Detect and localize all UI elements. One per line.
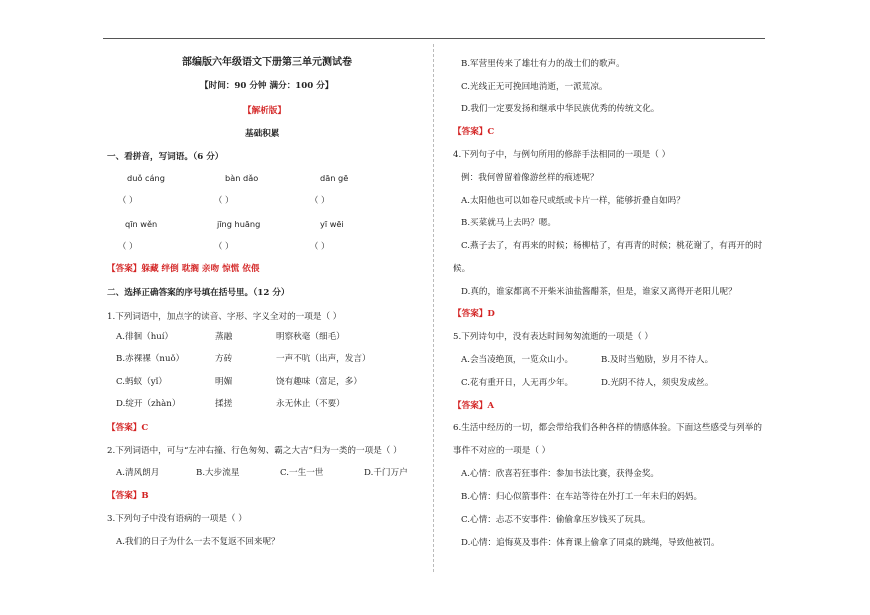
s3-answer: 【答案】C xyxy=(453,127,495,137)
s1-a-col3: 明察秋毫（细毛） xyxy=(276,332,345,342)
s2-option-c: C.一生一世 xyxy=(280,468,324,478)
s4-option-a: A.太阳他也可以如卷尺或纸或卡片一样，能够折叠自如吗？ xyxy=(461,196,685,206)
pinyin-4: qīn wěn xyxy=(125,219,158,229)
blank-2: （ ） xyxy=(214,195,234,205)
s4-option-b: B.买菜就马上去吗？嗯。 xyxy=(461,218,556,228)
s4-answer: 【答案】D xyxy=(453,309,495,319)
pinyin-6: yī wēi xyxy=(320,219,344,229)
blank-4: （ ） xyxy=(118,241,138,251)
s2-answer: 【答案】B xyxy=(107,491,149,501)
s3-option-c: C.光线正无可挽回地消逝，一派荒凉。 xyxy=(461,82,608,92)
s4-example: 例：我何曾留着像游丝样的痕迹呢？ xyxy=(461,173,599,183)
s3-option-d: D.我们一定要发扬和继承中华民族优秀的传统文化。 xyxy=(461,104,660,114)
s3-stem: 3.下列句子中没有语病的一项是（ ） xyxy=(107,514,247,524)
s3-option-a: A.我们的日子为什么一去不复返不回来呢？ xyxy=(116,537,280,547)
section-title: 基础积累 xyxy=(245,129,280,139)
exam-meta: 【时间：90 分钟 满分：100 分】 xyxy=(200,81,334,91)
s1-d-col1: D.绽开（zhàn） xyxy=(116,399,181,409)
s1-c-col3: 饶有趣味（富足，多） xyxy=(276,377,362,387)
s5-answer: 【答案】A xyxy=(453,401,495,411)
s1-stem: 1.下列词语中，加点字的读音、字形、字义全对的一项是（ ） xyxy=(107,312,342,322)
header-rule xyxy=(103,38,765,39)
page-title: 部编版六年级语文下册第三单元测试卷 xyxy=(182,57,352,68)
s6-stem-line2: 事件不对应的一项是（ ） xyxy=(453,446,551,456)
s5-option-d: D.光阴不待人，须臾发成丝。 xyxy=(601,378,714,388)
pinyin-3: dān gē xyxy=(320,173,349,183)
s4-stem: 4.下列句子中，与例句所用的修辞手法相同的一项是（ ） xyxy=(453,150,671,160)
pinyin-5: jīng huāng xyxy=(217,219,261,229)
pinyin-1: duǒ cáng xyxy=(127,173,165,183)
s1-a-col1: A.徘徊（huí） xyxy=(116,332,174,342)
s2-option-b: B.大步流星 xyxy=(196,468,240,478)
pinyin-2: bàn dǎo xyxy=(225,173,259,183)
edition-label: 【解析版】 xyxy=(243,106,286,116)
s1-answer: 【答案】C xyxy=(107,423,149,433)
blank-3: （ ） xyxy=(310,195,330,205)
s4-option-d: D.真的，谁家都离不开柴米油盐酱醋茶，但是，谁家又离得开老阳儿呢？ xyxy=(461,287,737,297)
s2-stem: 2.下列词语中，可与“左冲右撞、行色匆匆、霸之大吉”归为一类的一项是（ ） xyxy=(107,446,402,456)
s1-b-col3: 一声不吭（出声，发言） xyxy=(276,354,371,364)
s5-option-a: A.会当凌绝顶，一览众山小。 xyxy=(461,355,574,365)
s6-option-d: D.心情：追悔莫及事件：体育课上偷拿了同桌的跳绳，导致他被罚。 xyxy=(461,538,720,548)
s1-c-col2: 明媚 xyxy=(215,377,233,387)
s5-stem: 5.下列诗句中，没有表达时间匆匆流逝的一项是（ ） xyxy=(453,332,653,342)
s2-option-d: D.千门万户 xyxy=(364,468,408,478)
s1-d-col3: 永无休止（不要） xyxy=(276,399,345,409)
blank-5: （ ） xyxy=(214,241,234,251)
s5-option-b: B.及时当勉励，岁月不待人。 xyxy=(601,355,714,365)
blank-6: （ ） xyxy=(310,241,330,251)
s1-b-col2: 方砖 xyxy=(215,354,233,364)
q1-answer: 【答案】躲藏 绊倒 耽搁 亲吻 惊慌 依偎 xyxy=(107,264,260,274)
s1-c-col1: C.蚂蚁（yǐ） xyxy=(116,377,167,387)
s6-option-c: C.心情：忐忑不安事件：偷偷拿压岁钱买了玩具。 xyxy=(461,515,651,525)
s5-option-c: C.花有重开日，人无再少年。 xyxy=(461,378,574,388)
s4-option-c-cont: 候。 xyxy=(453,264,471,274)
s6-option-b: B.心情：归心似箭事件：在车站等待在外打工一年未归的妈妈。 xyxy=(461,492,703,502)
s4-option-c: C.燕子去了，有再来的时候；杨柳枯了，有再青的时候；桃花谢了，有再开的时 xyxy=(461,241,763,251)
s1-d-col2: 揉搓 xyxy=(215,399,233,409)
s2-option-a: A.清风朗月 xyxy=(116,468,160,478)
s1-a-col2: 蒸融 xyxy=(215,332,233,342)
q2-heading: 二、选择正确答案的序号填在括号里。（12 分） xyxy=(107,288,290,298)
blank-1: （ ） xyxy=(118,195,138,205)
column-divider xyxy=(433,44,434,572)
s1-b-col1: B.赤裸裸（nuǒ） xyxy=(116,354,185,364)
q1-heading: 一、看拼音，写词语。（6 分） xyxy=(107,152,224,162)
s6-option-a: A.心情：欣喜若狂事件：参加书法比赛，获得金奖。 xyxy=(461,469,660,479)
s3-option-b: B.军营里传来了雄壮有力的战士们的歌声。 xyxy=(461,59,625,69)
s6-stem-line1: 6.生活中经历的一切，都会带给我们各种各样的情感体验。下面这些感受与列举的 xyxy=(453,423,762,433)
